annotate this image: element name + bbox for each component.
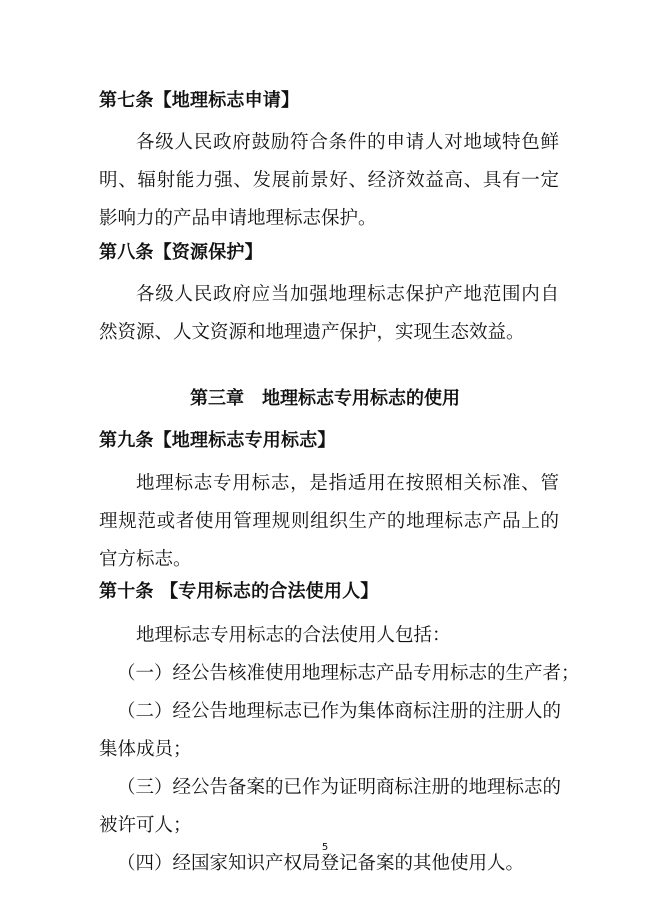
- article-7-body: 各级人民政府鼓励符合条件的申请人对地域特色鲜明、辐射能力强、发展前景好、经济效益高、具有一定影响力的产品申请地理标志保护。: [99, 132, 559, 229]
- list-item-4: （四）经国家知识产权局登记备案的其他使用人。: [117, 853, 525, 874]
- list-item-1: （一）经公告核准使用地理标志产品专用标志的生产者；: [117, 663, 580, 684]
- list-item-3-line-1: （三）经公告备案的已作为证明商标注册的地理标志的: [117, 777, 562, 798]
- chapter-3-title: 第三章 地理标志专用标志的使用: [190, 387, 460, 409]
- article-9-body: 地理标志专用标志，是指适用在按照相关标准、管理规范或者使用管理规则组织生产的地理标志产品上的官方标志。: [99, 473, 559, 570]
- article-8-body: 各级人民政府应当加强地理标志保护产地范围内自然资源、人文资源和地理遗产保护，实现生态效益。: [99, 284, 559, 343]
- article-8-heading: 第八条【资源保护】: [99, 242, 263, 263]
- list-item-2-line-2: 集体成员；: [99, 739, 192, 760]
- article-9-heading: 第九条【地理标志专用标志】: [99, 430, 336, 451]
- page-number: 5: [321, 842, 329, 853]
- list-item-3-line-2: 被许可人；: [99, 815, 192, 836]
- article-7-heading: 第七条【地理标志申请】: [99, 90, 300, 111]
- list-item-2-line-1: （二）经公告地理标志已作为集体商标注册的注册人的: [117, 701, 562, 722]
- article-10-heading: 第十条 【专用标志的合法使用人】: [99, 581, 379, 602]
- article-10-intro: 地理标志专用标志的合法使用人包括：: [136, 625, 451, 646]
